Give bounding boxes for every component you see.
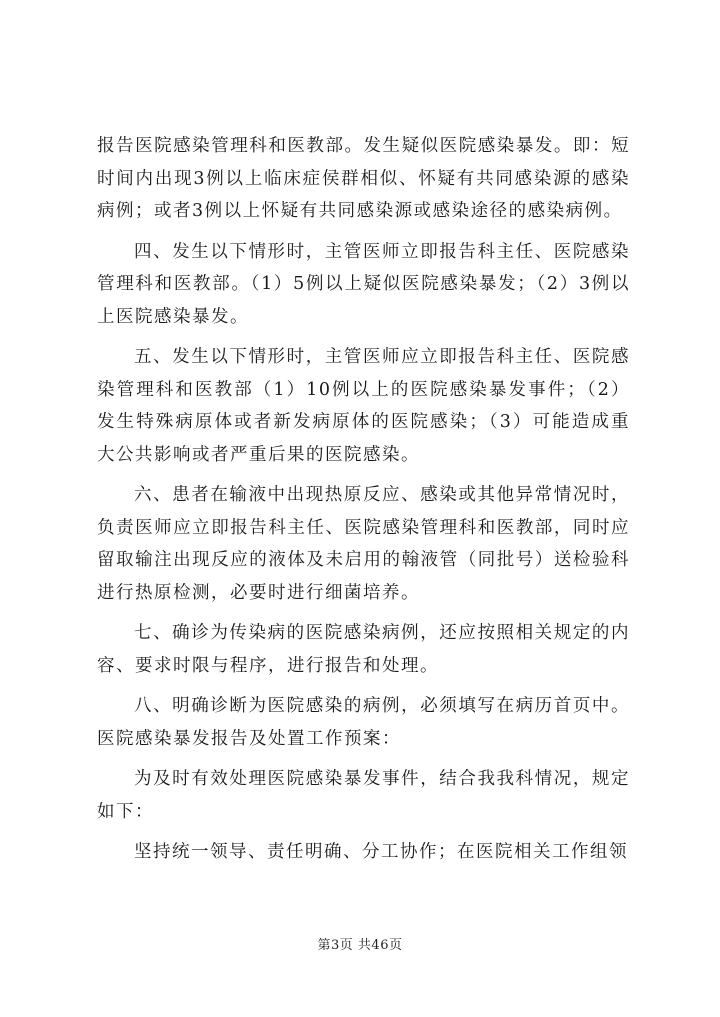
paragraph: 报告医院感染管理科和医教部。发生疑似医院感染暴发。即：短时间内出现3例以上临床症侯群相似、怀疑有共同感染源的感染病例；或者3例以上怀疑有共同感染源或感染途径的感染病例。 [97, 136, 630, 221]
document-body [97, 130, 630, 877]
paragraph: 四、发生以下情形时，主管医师立即报告科主任、医院感染管理科和医教部。（1）5例以上疑似医院感染暴发；（2）3例以上医院感染暴发。 [97, 241, 630, 327]
paragraph: 五、发生以下情形时，主管医师应立即报告科主任、医院感染管理科和医教部（1）10例以上的医院感染暴发事件；（2）发生特殊病原体或者新发病原体的医院感染；（3）可能造成重大公共影响或者严重后果的医院感染。 [97, 347, 630, 465]
paragraph: 七、确诊为传染病的医院感染病例，还应按照相关规定的内容、要求时限与程序，进行报告和处理。 [97, 623, 630, 676]
paragraph: 六、患者在输液中出现热原反应、感染或其他异常情况时，负责医师应立即报告科主任、医院感染管理科和医教部，同时应留取输注出现反应的液体及未启用的翰液管（同批号）送检验科进行热原检测，必要时进行细菌培养。 [97, 485, 630, 603]
paragraph: 为及时有效处理医院感染暴发事件，结合我我科情况，规定如下： [97, 769, 630, 822]
paragraph: 八、明确诊断为医院感染的病例，必须填写在病历首页中。医院感染暴发报告及处置工作预案： [97, 696, 630, 749]
page-footer: 第3页 共46页 [317, 938, 403, 953]
paragraph: 坚持统一领导、责任明确、分工协作；在医院相关工作组领 [134, 842, 628, 862]
